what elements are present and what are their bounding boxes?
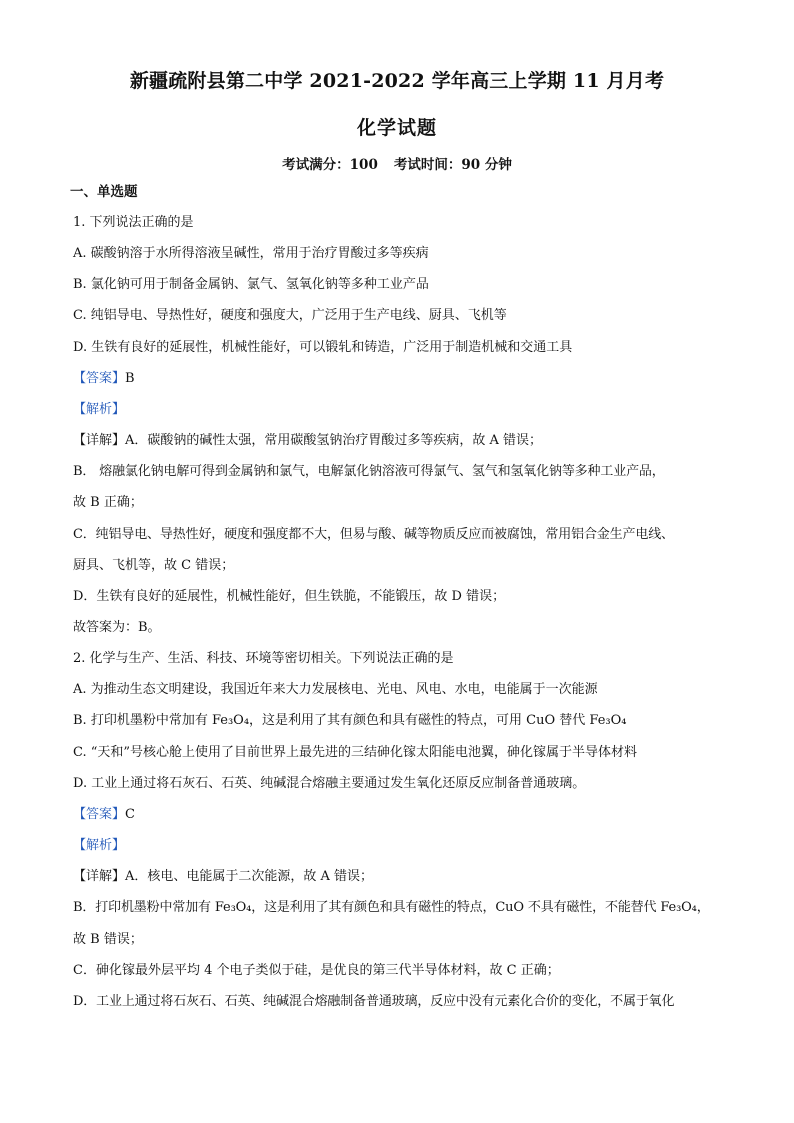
q1-detail-line: 故 B 正确； <box>73 495 143 510</box>
q1-option-a: A. 碳酸钠溶于水所得溶液呈碱性，常用于治疗胃酸过多等疾病 <box>73 246 429 261</box>
detail-tag: 【详解】 <box>73 869 126 884</box>
exam-time: 考试时间：90 分钟 <box>393 157 512 173</box>
q2-detail-line: C．砷化镓最外层平均 4 个电子类似于硅，是优良的第三代半导体材料，故 C 正确； <box>73 963 560 978</box>
q1-option-d: D. 生铁有良好的延展性，机械性能好，可以锻轧和铸造，广泛用于制造机械和交通工具 <box>73 340 573 355</box>
q1-option-b: B. 氯化钠可用于制备金属钠、氯气、氢氧化钠等多种工业产品 <box>73 277 429 292</box>
q2-detail-line: 故 B 错误； <box>73 932 143 947</box>
q2-option-a: A. 为推动生态文明建设，我国近年来大力发展核电、光电、风电、水电，电能属于一次能源 <box>73 682 598 697</box>
q1-detail-line: A．碳酸钠的碱性太强，常用碳酸氢钠治疗胃酸过多等疾病，故 A 错误； <box>125 433 543 448</box>
full-score: 考试满分：100 <box>282 157 378 173</box>
q2-answer: C <box>125 807 135 822</box>
answer-tag: 【答案】 <box>73 371 126 386</box>
q1-option-c: C. 纯铝导电、导热性好，硬度和强度大，广泛用于生产电线、厨具、飞机等 <box>73 308 507 323</box>
q2-option-c: C. “天和”号核心舱上使用了目前世界上最先进的三结砷化镓太阳能电池翼，砷化镓属于半导体材料 <box>73 745 638 760</box>
q2-detail-line: D．工业上通过将石灰石、石英、纯碱混合熔融制备普通玻璃，反应中没有元素化合价的变化，不属于氧化 <box>73 994 675 1009</box>
q1-analysis-tag: 【解析】 <box>73 402 126 417</box>
q1-detail-row <box>73 433 542 449</box>
q2-option-b: B. 打印机墨粉中常加有 Fe₃O₄，这是利用了其有颜色和具有磁性的特点，可用 CuO 替代 Fe₃O₄ <box>73 713 627 728</box>
section-title: 一、单选题 <box>70 184 138 200</box>
q1-detail-line: C．纯铝导电、导热性好，硬度和强度都不大，但易与酸、碱等物质反应而被腐蚀，常用铝合金生产电线、 <box>73 527 674 542</box>
exam-meta <box>0 153 794 173</box>
q2-detail-line: A．核电、电能属于二次能源，故 A 错误； <box>125 869 374 884</box>
q1-detail-line: D．生铁有良好的延展性，机械性能好，但生铁脆，不能锻压，故 D 错误； <box>73 589 506 604</box>
q2-detail-row <box>73 869 373 885</box>
q1-conclusion: 故答案为：B。 <box>73 620 161 635</box>
detail-tag: 【详解】 <box>73 433 126 448</box>
q1-answer-row <box>73 371 135 387</box>
q2-stem: 2. 化学与生产、生活、科技、环境等密切相关。下列说法正确的是 <box>73 651 454 666</box>
answer-tag: 【答案】 <box>73 807 126 822</box>
q1-stem: 1. 下列说法正确的是 <box>73 215 194 230</box>
subject-title: 化学试题 <box>356 117 437 139</box>
q1-detail-line: B． 熔融氯化钠电解可得到金属钠和氯气，电解氯化钠溶液可得氯气、氢气和氢氧化钠等多种工业产品， <box>73 464 665 479</box>
q2-option-d: D. 工业上通过将石灰石、石英、纯碱混合熔融主要通过发生氧化还原反应制备普通玻璃。 <box>73 776 586 791</box>
q1-answer: B <box>125 371 135 386</box>
q2-answer-row <box>73 807 135 823</box>
q1-detail-line: 厨具、飞机等，故 C 错误； <box>73 558 235 573</box>
q2-detail-line: B．打印机墨粉中常加有 Fe₃O₄，这是利用了其有颜色和具有磁性的特点，CuO 不具有磁性，不能替代 Fe₃O₄， <box>73 900 710 915</box>
exam-title: 新疆疏附县第二中学 2021-2022 学年高三上学期 11 月月考 <box>129 70 665 92</box>
q2-analysis-tag: 【解析】 <box>73 838 126 853</box>
